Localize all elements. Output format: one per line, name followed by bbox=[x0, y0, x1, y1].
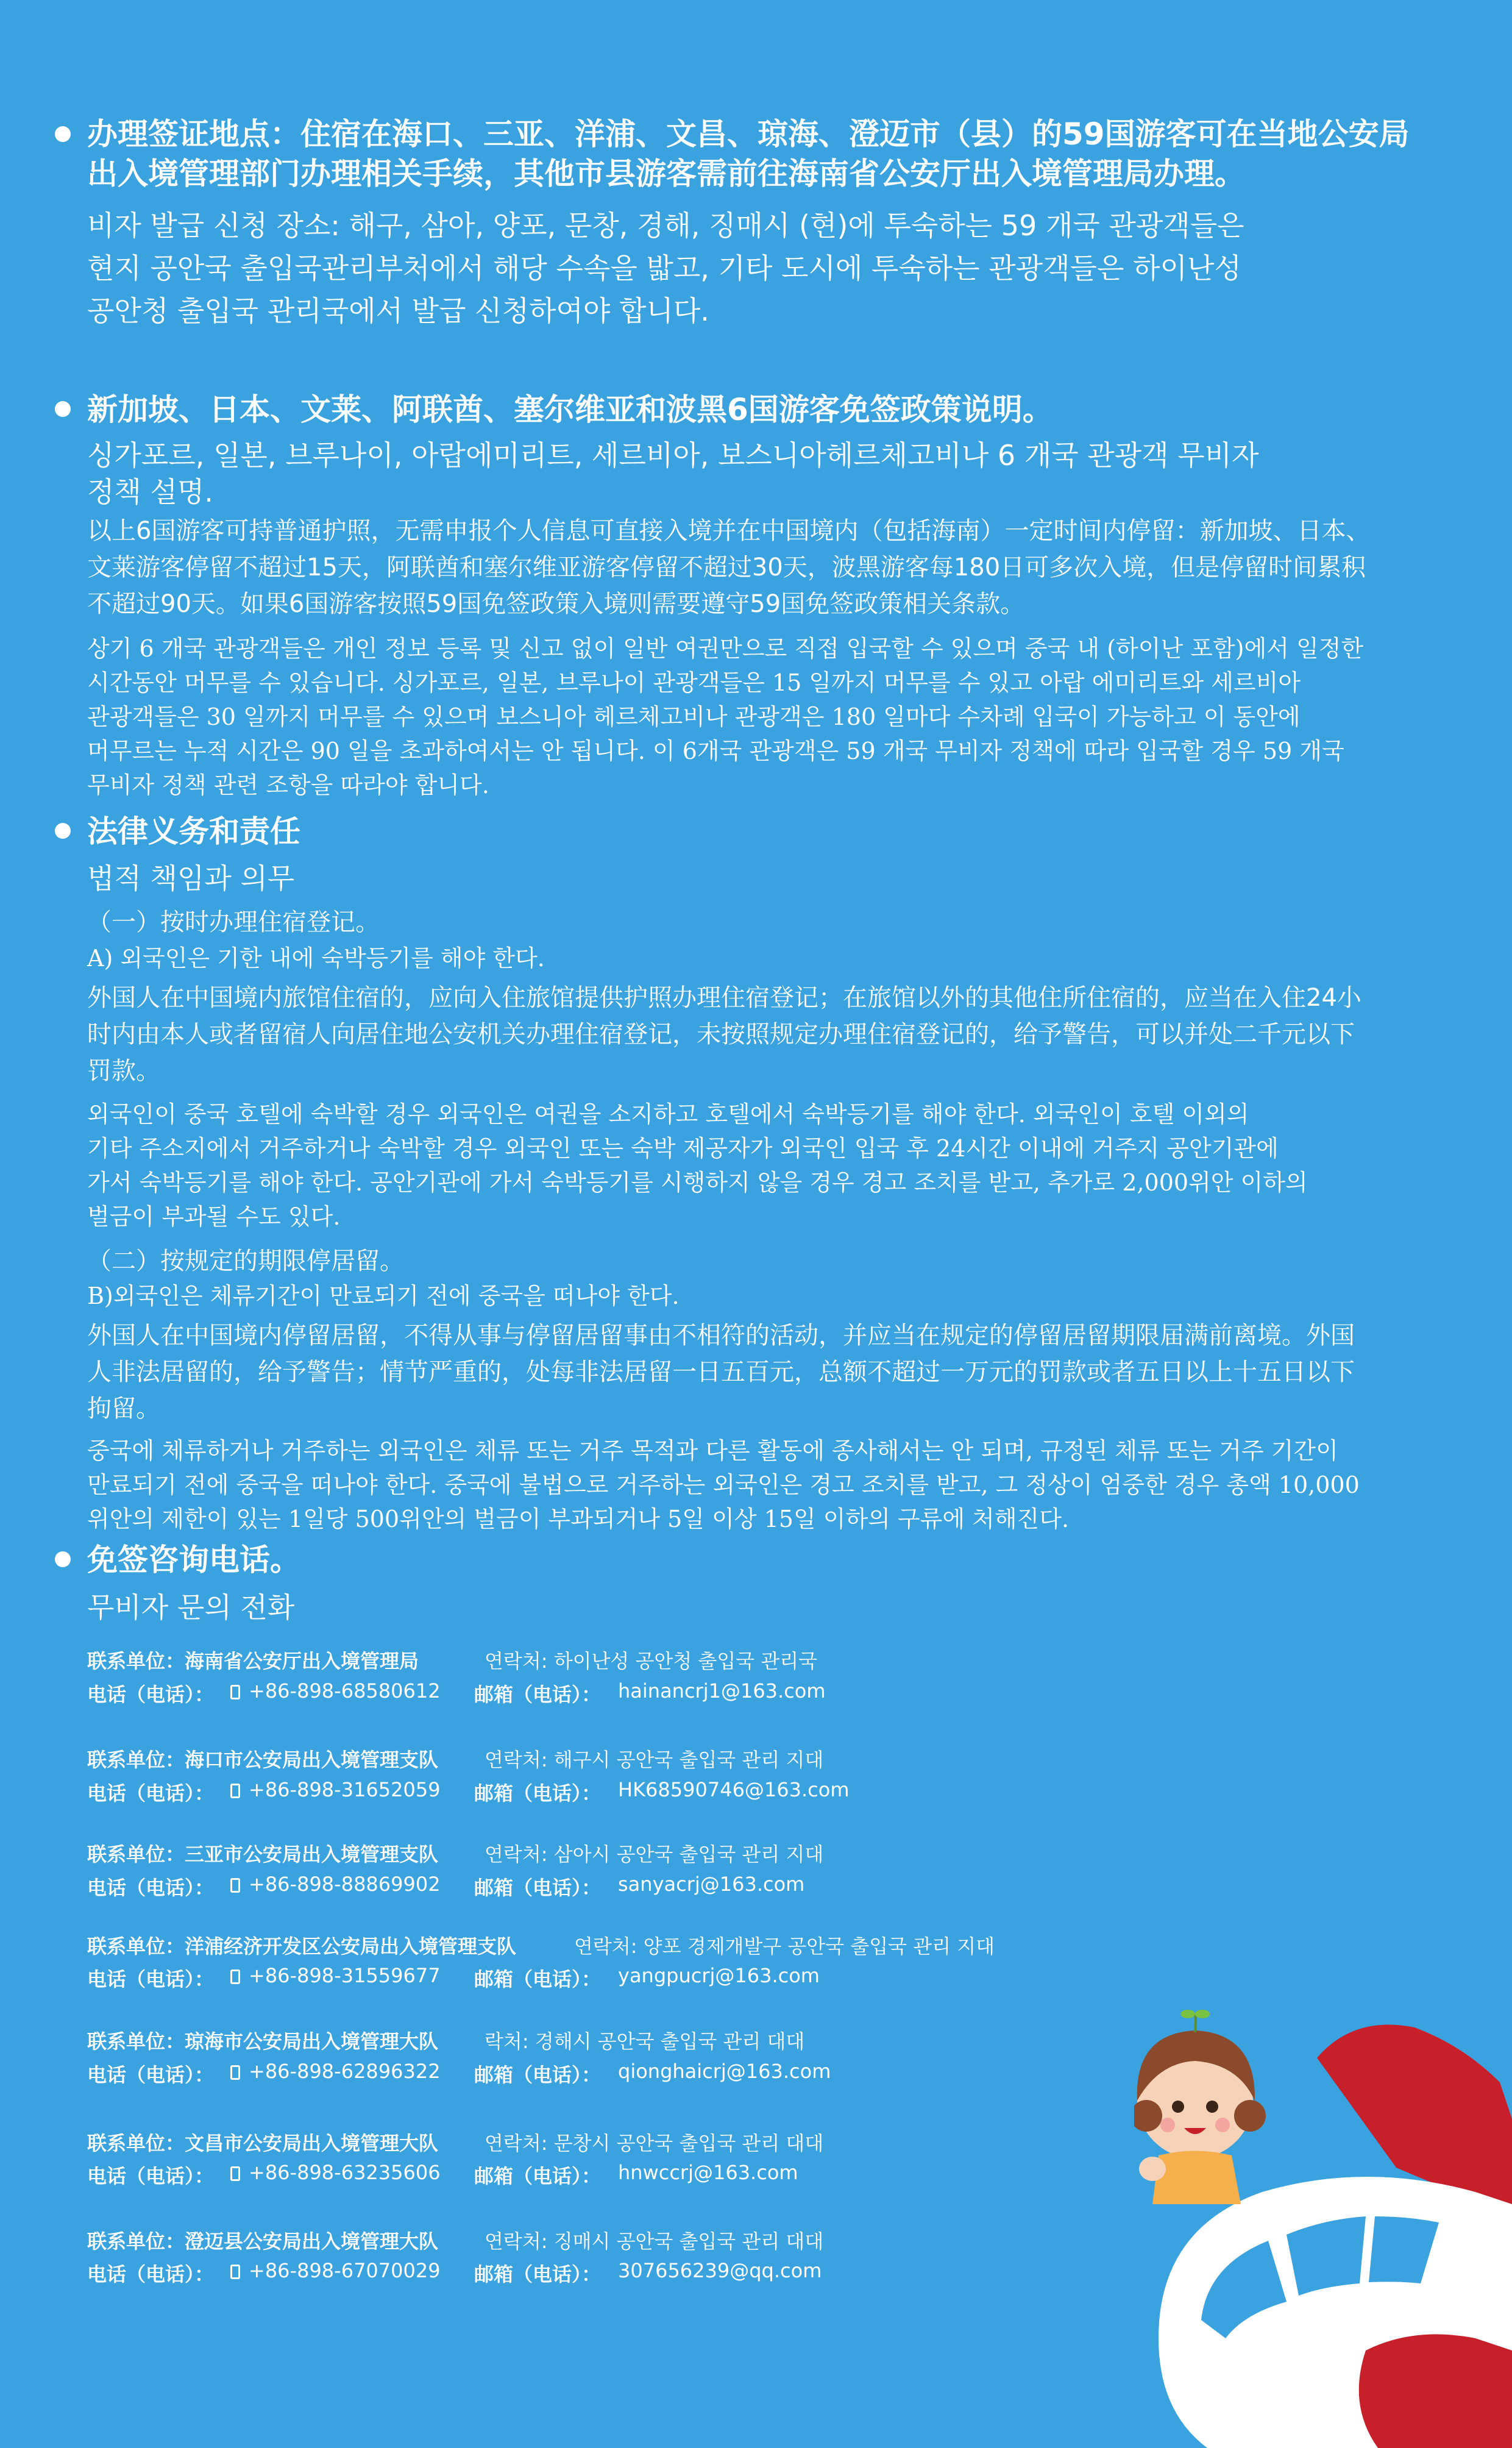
contact-phone[interactable] bbox=[230, 1873, 441, 1896]
section3-sub2-kr-line1: 중국에 체류하거나 거주하는 외국인은 체류 또는 거주 목적과 다른 활동에 종사해서는 안 되며, 규정된 체류 또는 거주 기간이 bbox=[87, 1437, 1338, 1464]
plane-belly bbox=[1359, 2334, 1512, 2448]
section2-title: 新加坡、日本、文莱、阿联酋、塞尔维亚和波黑6国游客免签政策说明。 bbox=[87, 392, 1053, 427]
section2-kr-line5: 무비자 정책 관련 조항을 따라야 합니다. bbox=[87, 772, 489, 799]
section3-sub2-zh-line2: 人非法居留的，给予警告；情节严重的，处每非法居留一日五百元，总额不超过一万元的罚款或者五日以上十五日以下 bbox=[87, 1358, 1355, 1386]
contact-email[interactable]: hainancrj1@163.com bbox=[618, 1679, 826, 1703]
sprout-leaf bbox=[1180, 2010, 1195, 2018]
contact-unit-kr: 연락처: 삼아시 공안국 출입국 관리 지대 bbox=[484, 1843, 824, 1866]
contact-phone[interactable] bbox=[230, 2259, 441, 2282]
section3-sub1-zh-line2: 时内由本人或者留宿人向居住地公安机关办理住宿登记，未按照规定办理住宿登记的，给予警告，可以并处二千元以下 bbox=[87, 1020, 1355, 1048]
contact-unit: 联系单位：洋浦经济开发区公安局出入境管理支队 bbox=[87, 1935, 517, 1958]
contact-phone[interactable] bbox=[230, 2060, 441, 2083]
section4-kr-title: 무비자 문의 전화 bbox=[87, 1591, 295, 1624]
email-label: 邮箱（电话）： bbox=[474, 2263, 602, 2286]
phone-label: 电话（电话）： bbox=[87, 1683, 215, 1706]
section3-sub1-kr-line1: 외국인이 중국 호텔에 숙박할 경우 외국인은 여권을 소지하고 호텔에서 숙박등기를 해야 한다. 외국인이 호텔 이외의 bbox=[87, 1101, 1249, 1128]
girl-eye bbox=[1172, 2101, 1184, 2113]
section4-title: 免签咨询电话。 bbox=[87, 1542, 300, 1578]
section2-kr-title-line1: 싱가포르, 일본, 브루나이, 아랍에미리트, 세르비아, 보스니아헤르체고비나 6 개국 관광객 무비자 bbox=[87, 439, 1259, 472]
section2-zh-line1: 以上6国游客可持普通护照，无需申报个人信息可直接入境并在中国境内（包括海南）一定时间内停留：新加坡、日本、 bbox=[87, 517, 1371, 545]
section3-sub1-kr-line4: 벌금이 부과될 수도 있다. bbox=[87, 1203, 341, 1230]
sprout-stem bbox=[1195, 2014, 1196, 2032]
contact-unit-kr: 연락처: 하이난성 공안청 출입국 관리국 bbox=[484, 1649, 818, 1673]
bullet-icon bbox=[55, 1551, 71, 1567]
section3-sub1-title: （一）按时办理住宿登记。 bbox=[87, 908, 380, 936]
phone-label: 电话（电话）： bbox=[87, 1968, 215, 1991]
contact-email[interactable]: qionghaicrj@163.com bbox=[618, 2060, 831, 2083]
girl-cheek bbox=[1160, 2118, 1175, 2132]
bullet-icon bbox=[55, 126, 71, 142]
contact-email[interactable]: sanyacrj@163.com bbox=[618, 1873, 805, 1896]
section3-kr-title: 법적 책임과 의무 bbox=[87, 862, 295, 895]
contact-email[interactable]: HK68590746@163.com bbox=[618, 1778, 850, 1801]
sprout-leaf bbox=[1195, 2010, 1210, 2018]
email-label: 邮箱（电话）： bbox=[474, 1683, 602, 1706]
contact-unit-kr: 연락처: 징매시 공안국 출입국 관리 대대 bbox=[484, 2230, 824, 2253]
section3-sub2-kr-line2: 만료되기 전에 중국을 떠나야 한다. 중국에 불법으로 거주하는 외국인은 경고 조치를 받고, 그 정상이 엄중한 경우 총액 10,000 bbox=[87, 1471, 1360, 1498]
section2-zh-line2: 文莱游客停留不超过15天，阿联酋和塞尔维亚游客停留不超过30天，波黑游客每180日可多次入境，但是停留时间累积 bbox=[87, 553, 1366, 582]
phone-icon bbox=[230, 1878, 240, 1893]
girl-hand bbox=[1139, 2157, 1166, 2181]
section3-sub1-kr-title: A) 외국인은 기한 내에 숙박등기를 해야 한다. bbox=[87, 945, 545, 972]
phone-label: 电话（电话）： bbox=[87, 2263, 215, 2286]
airplane-girl-illustration bbox=[1134, 2009, 1512, 2448]
phone-icon bbox=[230, 1784, 240, 1798]
email-label: 邮箱（电话）： bbox=[474, 1968, 602, 1991]
email-label: 邮箱（电话）： bbox=[474, 1782, 602, 1805]
section2-kr-line4: 머무르는 누적 시간은 90 일을 초과하여서는 안 됩니다. 이 6개국 관광객은 59 개국 무비자 정책에 따라 입국할 경우 59 개국 bbox=[87, 738, 1344, 764]
contact-email[interactable]: yangpucrj@163.com bbox=[618, 1964, 820, 1987]
contact-unit: 联系单位：海口市公安局出入境管理支队 bbox=[87, 1748, 439, 1771]
section3-sub2-kr-line3: 위안의 제한이 있는 1일당 500위안의 벌금이 부과되거나 5일 이상 15일 이하의 구류에 처해진다. bbox=[87, 1506, 1070, 1532]
contact-phone-number: +86-898-63235606 bbox=[249, 2161, 441, 2184]
section1-title-line1: 办理签证地点：住宿在海口、三亚、洋浦、文昌、琼海、澄迈市（县）的59国游客可在当地公安局 bbox=[87, 116, 1410, 152]
contact-phone-number: +86-898-62896322 bbox=[249, 2060, 441, 2083]
email-label: 邮箱（电话）： bbox=[474, 2063, 602, 2087]
phone-icon bbox=[230, 1969, 240, 1984]
section1-kr-line2: 현지 공안국 출입국관리부처에서 해당 수속을 밟고, 기타 도시에 투숙하는 관광객들은 하이난성 bbox=[87, 252, 1241, 285]
section1-kr-line3: 공안청 출입국 관리국에서 발급 신청하여야 합니다. bbox=[87, 294, 709, 327]
contact-phone[interactable] bbox=[230, 2161, 441, 2184]
section2-kr-line3: 관광객들은 30 일까지 머무를 수 있으며 보스니아 헤르체고비나 관광객은 180 일마다 수차례 입국이 가능하고 이 동안에 bbox=[87, 703, 1301, 730]
section1-kr-line1: 비자 발급 신청 장소: 해구, 삼아, 양포, 문창, 경해, 징매시 (현)에 투숙하는 59 개국 관광객들은 bbox=[87, 209, 1244, 242]
section2-kr-line1: 상기 6 개국 관광객들은 개인 정보 등록 및 신고 없이 일반 여권만으로 직접 입국할 수 있으며 중국 내 (하이난 포함)에서 일정한 bbox=[87, 635, 1364, 662]
phone-icon bbox=[230, 2065, 240, 2080]
contact-phone-number: +86-898-31559677 bbox=[249, 1964, 441, 1987]
section3-sub2-kr-title: B)외국인은 체류기간이 만료되기 전에 중국을 떠나야 한다. bbox=[87, 1283, 680, 1309]
contact-unit: 联系单位：三亚市公安局出入境管理支队 bbox=[87, 1843, 439, 1866]
contact-unit: 联系单位：海南省公安厅出入境管理局 bbox=[87, 1649, 419, 1673]
section3-sub1-zh-line1: 外国人在中国境内旅馆住宿的，应向入住旅馆提供护照办理住宿登记；在旅馆以外的其他住所住宿的，应当在入住24小 bbox=[87, 984, 1361, 1012]
contact-phone[interactable] bbox=[230, 1964, 441, 1987]
contact-unit-kr: 연락처: 양포 경제개발구 공안국 출입국 관리 지대 bbox=[574, 1935, 995, 1958]
section3-sub1-kr-line2: 기타 주소지에서 거주하거나 숙박할 경우 외국인 또는 숙박 제공자가 외국인 입국 후 24시간 이내에 거주지 공안기관에 bbox=[87, 1135, 1279, 1162]
phone-label: 电话（电话）： bbox=[87, 2063, 215, 2087]
contact-phone[interactable] bbox=[230, 1679, 441, 1703]
contact-email[interactable]: hnwccrj@163.com bbox=[618, 2161, 798, 2184]
section3-sub2-title: （二）按规定的期限停居留。 bbox=[87, 1247, 404, 1275]
phone-icon bbox=[230, 2166, 240, 2181]
girl-eye bbox=[1206, 2101, 1218, 2113]
phone-icon bbox=[230, 2265, 240, 2279]
section2-kr-line2: 시간동안 머무를 수 있습니다. 싱가포르, 일본, 브루나이 관광객들은 15 일까지 머무를 수 있고 아랍 에미리트와 세르비아 bbox=[87, 669, 1301, 696]
section3-sub2-zh-line1: 外国人在中国境内停留居留，不得从事与停留居留事由不相符的活动，并应当在规定的停留居留期限届满前离境。外国 bbox=[87, 1322, 1355, 1350]
bullet-icon bbox=[55, 401, 71, 417]
girl-body bbox=[1152, 2151, 1241, 2205]
contact-unit-kr: 연락처: 문창시 공안국 출입국 관리 대대 bbox=[484, 2132, 824, 2155]
contact-unit-kr: 연락처: 해구시 공안국 출입국 관리 지대 bbox=[484, 1748, 824, 1771]
contact-email[interactable]: 307656239@qq.com bbox=[618, 2259, 822, 2282]
girl-cheek bbox=[1215, 2118, 1230, 2132]
bullet-icon bbox=[55, 823, 71, 839]
phone-label: 电话（电话）： bbox=[87, 1782, 215, 1805]
section3-title: 法律义务和责任 bbox=[87, 814, 300, 849]
contact-unit: 联系单位：琼海市公安局出入境管理大队 bbox=[87, 2030, 439, 2053]
email-label: 邮箱（电话）： bbox=[474, 2165, 602, 2188]
contact-phone-number: +86-898-67070029 bbox=[249, 2259, 441, 2282]
section1-title-line2: 出入境管理部门办理相关手续，其他市县游客需前往海南省公安厅出入境管理局办理。 bbox=[87, 156, 1245, 191]
section3-sub1-zh-line3: 罚款。 bbox=[87, 1057, 160, 1085]
contact-unit: 联系单位：文昌市公安局出入境管理大队 bbox=[87, 2132, 439, 2155]
contact-unit: 联系单位：澄迈县公安局出入境管理大队 bbox=[87, 2230, 439, 2253]
email-label: 邮箱（电话）： bbox=[474, 1876, 602, 1899]
contact-phone-number: +86-898-88869902 bbox=[249, 1873, 441, 1896]
section2-zh-line3: 不超过90天。如果6国游客按照59国免签政策入境则需要遵守59国免签政策相关条款。 bbox=[87, 590, 1025, 618]
contact-phone[interactable] bbox=[230, 1778, 441, 1801]
section3-sub2-zh-line3: 拘留。 bbox=[87, 1395, 160, 1423]
section2-kr-title-line2: 정책 설명. bbox=[87, 475, 213, 508]
phone-icon bbox=[230, 1685, 240, 1699]
contact-phone-number: +86-898-31652059 bbox=[249, 1778, 441, 1801]
contact-unit-kr: 락처: 경해시 공안국 출입국 관리 대대 bbox=[484, 2030, 805, 2053]
phone-label: 电话（电话）： bbox=[87, 2165, 215, 2188]
girl-bun bbox=[1234, 2100, 1266, 2132]
contact-phone-number: +86-898-68580612 bbox=[249, 1679, 441, 1703]
section3-sub1-kr-line3: 가서 숙박등기를 해야 한다. 공안기관에 가서 숙박등기를 시행하지 않을 경우 경고 조치를 받고, 추가로 2,000위안 이하의 bbox=[87, 1169, 1308, 1196]
phone-label: 电话（电话）： bbox=[87, 1876, 215, 1899]
